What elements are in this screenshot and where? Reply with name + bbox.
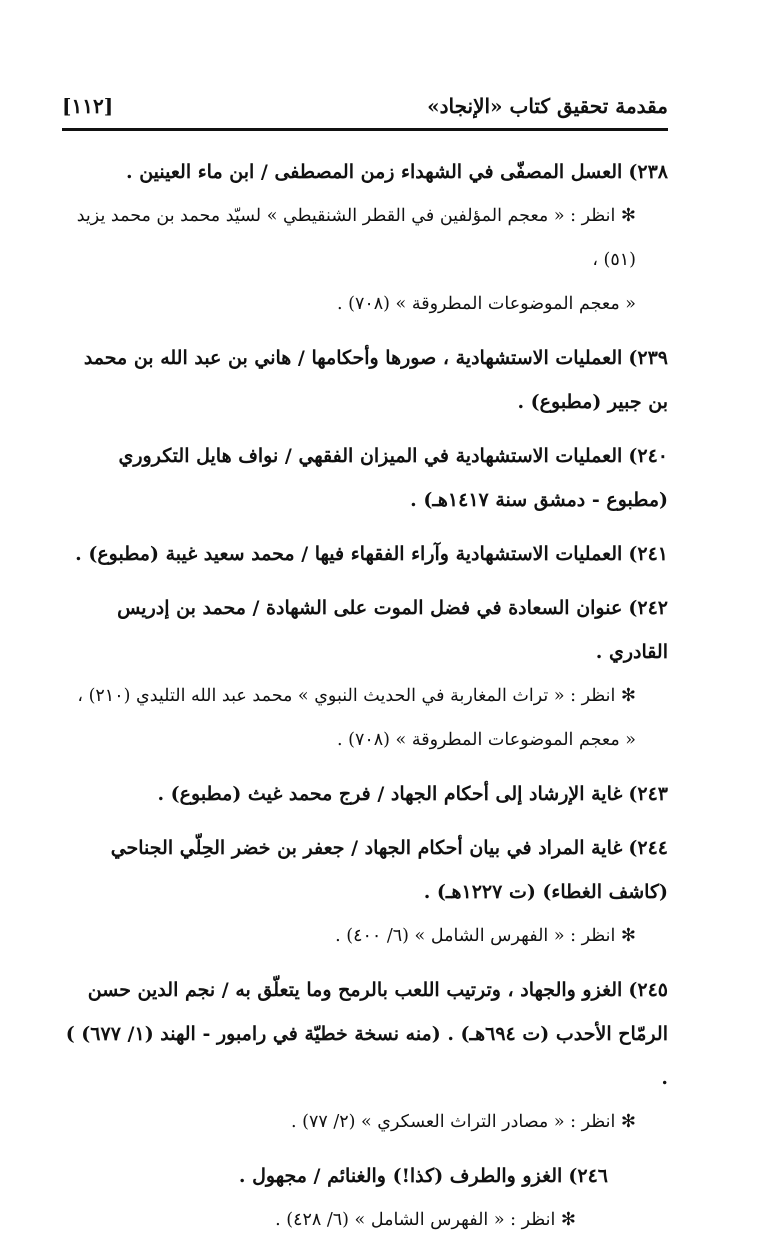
asterisk-icon: ✻ bbox=[620, 205, 636, 226]
page-header bbox=[62, 84, 668, 131]
entry-text: غاية المراد في بيان أحكام الجهاد / جعفر بن خضر الحِلّي الجناحي (كاشف الغطاء) (ت ١٢٢٧هـ) . bbox=[110, 837, 668, 903]
entry-number: ٢٤٥) bbox=[628, 979, 668, 1001]
list-item bbox=[60, 772, 668, 816]
entry-note: « معجم الموضوعات المطروقة » (٧٠٨) . bbox=[337, 294, 636, 314]
entry-number: ٢٣٩) bbox=[628, 347, 668, 369]
entry-note: ✻ انظر : « معجم المؤلفين في القطر الشنقيطي » لسيّد محمد بن محمد يزيد (٥١) ، bbox=[76, 205, 636, 270]
entry-main bbox=[60, 1154, 608, 1198]
asterisk-icon: ✻ bbox=[620, 1111, 636, 1132]
entry-note: « معجم الموضوعات المطروقة » (٧٠٨) . bbox=[337, 730, 636, 750]
entry-number: ٢٣٨) bbox=[628, 161, 668, 183]
entry-main bbox=[60, 826, 668, 914]
entry-number: ٢٤٦) bbox=[568, 1165, 608, 1187]
entry-note: ✻ انظر : « الفهرس الشامل » (٦/ ٤٠٠) . bbox=[335, 925, 636, 946]
entry-text: العمليات الاستشهادية ، صورها وأحكامها / هاني بن عبد الله بن محمد بن جبير (مطبوع) . bbox=[83, 347, 668, 413]
entry-list bbox=[60, 150, 668, 1242]
asterisk-icon: ✻ bbox=[620, 685, 636, 706]
entry-number: ٢٤٤) bbox=[628, 837, 668, 859]
entry-main bbox=[60, 434, 668, 522]
entry-number: ٢٤٠) bbox=[628, 445, 668, 467]
list-item bbox=[60, 826, 668, 958]
entry-text: العمليات الاستشهادية وآراء الفقهاء فيها / محمد سعيد غيبة (مطبوع) . bbox=[75, 543, 623, 565]
list-item bbox=[60, 434, 668, 522]
entry-number: ٢٤١) bbox=[628, 543, 668, 565]
list-item bbox=[60, 968, 668, 1144]
entry-note: ✻ انظر : « تراث المغاربة في الحديث النبوي » محمد عبد الله التليدي (٢١٠) ، bbox=[77, 685, 636, 706]
entry-main bbox=[60, 772, 668, 816]
entry-text: عنوان السعادة في فضل الموت على الشهادة / محمد بن إدريس القادري . bbox=[117, 597, 668, 663]
asterisk-icon: ✻ bbox=[560, 1209, 576, 1230]
running-title: مقدمة تحقيق كتاب «الإنجاد» bbox=[427, 94, 668, 118]
entry-note: ✻ انظر : « مصادر التراث العسكري » (٢/ ٧٧) . bbox=[291, 1111, 636, 1132]
entry-text: الغزو والطرف (كذا!) والغنائم / مجهول . bbox=[238, 1165, 563, 1187]
entry-main bbox=[60, 336, 668, 424]
entry-text: الغزو والجهاد ، وترتيب اللعب بالرمح وما يتعلّق به / نجم الدين حسن الرمّاح الأحدب (ت ٦٩٤هـ) . (منه نسخة خطيّة في رامبور - الهند (١/ ٦٧٧) ) . bbox=[65, 979, 668, 1089]
entry-text: العسل المصفّى في الشهداء زمن المصطفى / ابن ماء العينين . bbox=[125, 161, 623, 183]
entry-text: غاية الإرشاد إلى أحكام الجهاد / فرج محمد غيث (مطبوع) . bbox=[157, 783, 623, 805]
page-number: [١١٢] bbox=[62, 94, 114, 118]
entry-text: العمليات الاستشهادية في الميزان الفقهي / نواف هايل التكروري (مطبوع - دمشق سنة ١٤١٧هـ) . bbox=[118, 445, 668, 511]
list-item bbox=[60, 586, 668, 762]
entry-note: ✻ انظر : « الفهرس الشامل » (٦/ ٤٢٨) . bbox=[275, 1209, 576, 1230]
list-item bbox=[60, 150, 668, 326]
list-item bbox=[60, 1154, 668, 1242]
entry-number: ٢٤٣) bbox=[628, 783, 668, 805]
entry-main bbox=[60, 586, 668, 674]
entry-main bbox=[60, 150, 668, 194]
entry-number: ٢٤٢) bbox=[628, 597, 668, 619]
list-item bbox=[60, 532, 668, 576]
entry-main bbox=[60, 968, 668, 1100]
entry-main bbox=[60, 532, 668, 576]
asterisk-icon: ✻ bbox=[620, 925, 636, 946]
list-item bbox=[60, 336, 668, 424]
